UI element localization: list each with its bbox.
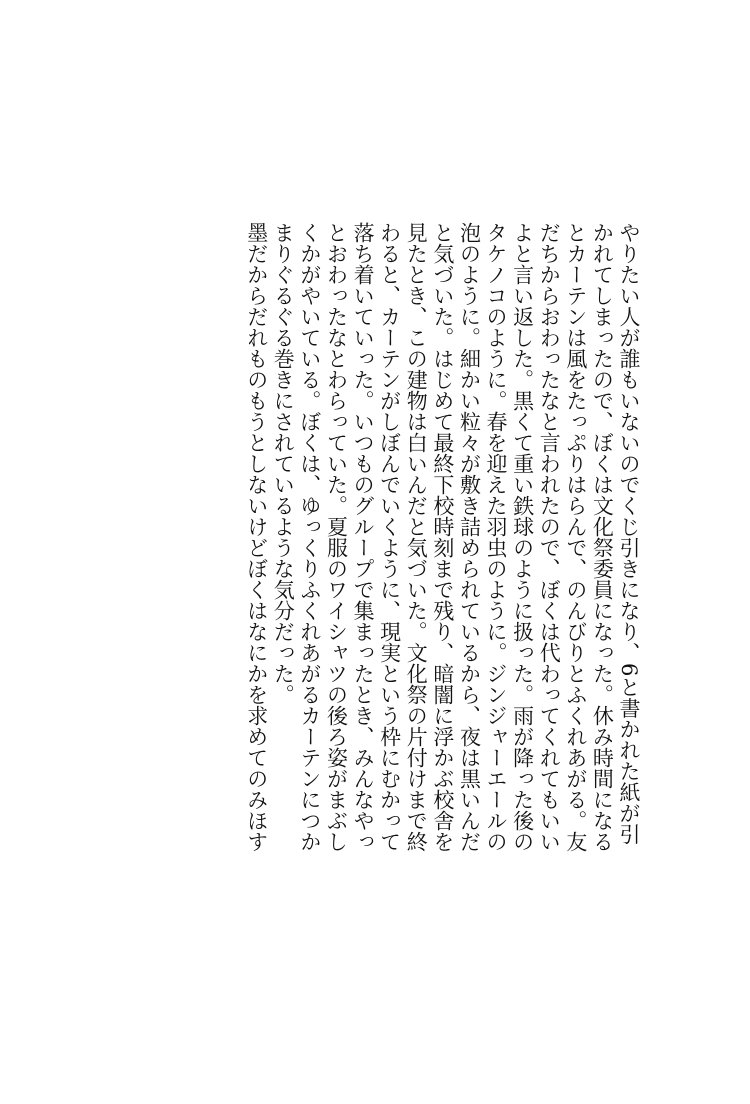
- closing-line: 墨だからだれものもうとしないけどぼくはなにかを求めてのみほす: [244, 222, 269, 852]
- vertical-text-block: [108, 222, 642, 862]
- body-paragraph: やりたい人が誰もいないのでくじ引きになり、6と書かれた紙が引かれてしまったので、ぼくは文化祭委員になった。休み時間になるとカーテンは風をたっぷりはらんで、のんびりとふくれあがる。友だちからおわったなと言われたので、ぼくは代わってくれてもいいよと言い返した。黒くて重い鉄球のように扱った。雨が降った後のタケノコのように。春を迎えた羽虫のように。ジンジャーエールの泡のように。細かい粒々が敷き詰められているから、夜は黒いんだと気づいた。はじめて最終下校時刻まで残り、暗闇に浮かぶ校舎を見たとき、この建物は白いんだと気づいた。文化祭の片付けまで終わると、カーテンがしぼんでいくように、現実という枠にむかって落ち着いていった。いつものグループで集まったとき、みんなやっとおわったなとわらっていた。夏服のワイシャツの後ろ姿がまぶしくかがやいている。ぼくは、ゆっくりふくれあがるカーテンにつかまりぐるぐる巻きにされているような気分だった。: [271, 222, 641, 852]
